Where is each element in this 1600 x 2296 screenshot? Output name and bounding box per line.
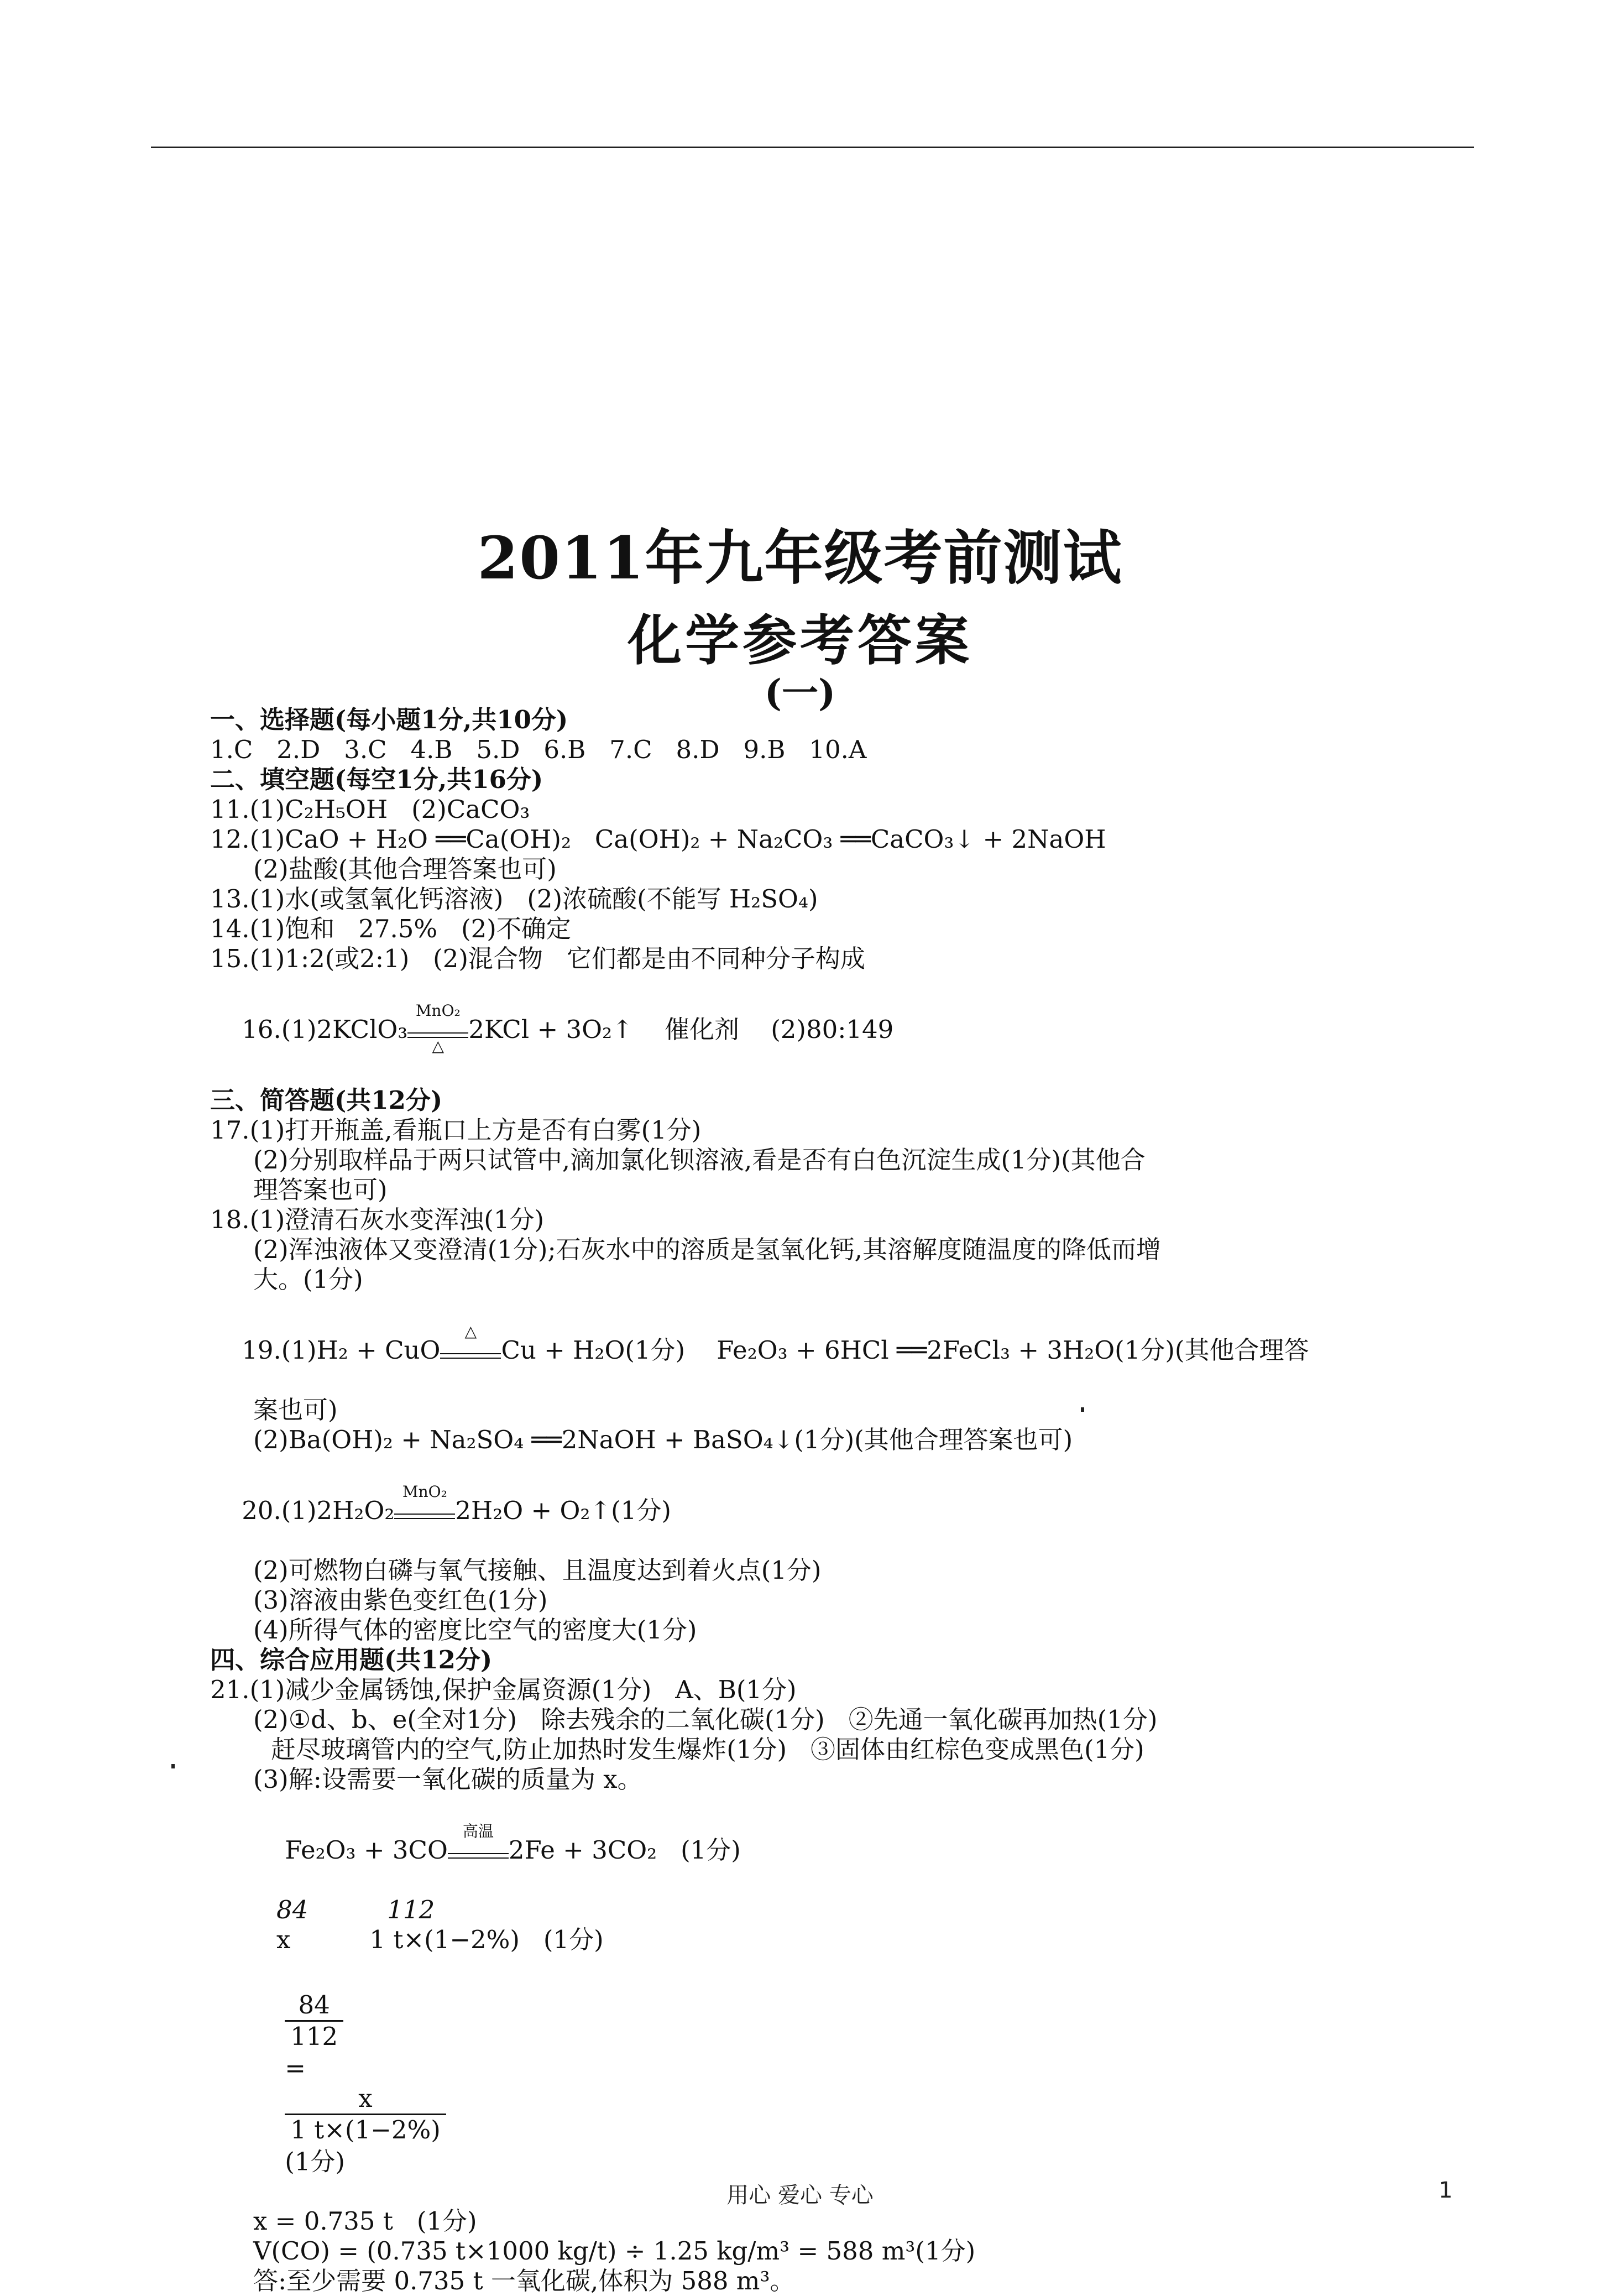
q19-line3: (2)Ba(OH)₂ + Na₂SO₄ ══2NaOH + BaSO₄↓(1分)(其他合理答案也可) <box>253 1425 1073 1454</box>
q21-eq-vars: x 1 t×(1−2%) (1分) <box>276 1925 604 1954</box>
q18-line2: (2)浑浊液体又变澄清(1分);石灰水中的溶质是氢氧化钙,其溶解度随温度的降低而增 <box>253 1235 1161 1264</box>
proportion-right <box>285 2084 446 2145</box>
proportion-right-num: x <box>285 2084 446 2115</box>
page-title: 2011年九年级考前测试 <box>477 523 1123 592</box>
q21-line3: 赶尽玻璃管内的空气,防止加热时发生爆炸(1分) ③固体由红棕色变成黑色(1分) <box>271 1735 1144 1764</box>
q15-answer: 15.(1)1:2(或2:1) (2)混合物 它们都是由不同种分子构成 <box>210 944 865 973</box>
q11-answer: 11.(1)C₂H₅OH (2)CaCO₃ <box>210 795 530 824</box>
q21-line1: 21.(1)减少金属锈蚀,保护金属资源(1分) A、B(1分) <box>210 1675 797 1704</box>
q20-catalyst-label: MnO₂ <box>402 1482 447 1501</box>
q16-condition <box>407 1001 468 1055</box>
q17-line2: (2)分别取样品于两只试管中,滴加氯化钡溶液,看是否有白色沉淀生成(1分)(其他合 <box>253 1145 1146 1175</box>
q20-line3: (3)溶液由紫色变红色(1分) <box>253 1585 548 1615</box>
answer-content <box>210 705 1316 2296</box>
q21-line2: (2)①d、b、e(全对1分) 除去残余的二氧化碳(1分) ②先通一氧化碳再加热(1分) <box>253 1705 1158 1734</box>
scan-speck <box>1081 1407 1084 1412</box>
part-label: (一) <box>764 671 836 714</box>
q21-eq-products: 2Fe + 3CO₂ (1分) <box>508 1835 741 1865</box>
q21-eq-condition <box>448 1822 509 1859</box>
q21-eq-condition-label: 高温 <box>462 1822 494 1840</box>
q20-products: 2H₂O + O₂↑(1分) <box>455 1496 671 1525</box>
proportion-left-num: 84 <box>285 1990 343 2022</box>
q16-answer <box>210 985 1316 1074</box>
q16-heat-label: △ <box>432 1036 445 1055</box>
page-number: 1 <box>1439 2178 1453 2203</box>
q19-condition <box>440 1322 501 1359</box>
q20-line2: (2)可燃物白磷与氧气接触、且温度达到着火点(1分) <box>253 1556 822 1585</box>
q21-volume: V(CO) = (0.735 t×1000 kg/t) ÷ 1.25 kg/m³ = 588 m³(1分) <box>253 2236 976 2266</box>
q12-answer-line1: 12.(1)CaO + H₂O ══Ca(OH)₂ Ca(OH)₂ + Na₂CO₃ ══CaCO₃↓ + 2NaOH <box>210 825 1106 854</box>
footer-motto: 用心 爱心 专心 <box>726 2183 874 2208</box>
q21-equation <box>210 1806 1316 1895</box>
q20-reactant: 20.(1)2H₂O₂ <box>242 1496 395 1525</box>
q17-line1: 17.(1)打开瓶盖,看瓶口上方是否有白雾(1分) <box>210 1115 702 1145</box>
section-heading-2: 二、填空题(每空1分,共16分) <box>210 765 543 794</box>
choice-answers: 1.C 2.D 3.C 4.B 5.D 6.B 7.C 8.D 9.B 10.A <box>210 735 867 764</box>
scan-speck <box>171 1764 175 1768</box>
section-heading-3: 三、简答题(共12分) <box>210 1086 443 1115</box>
q17-line3: 理答案也可) <box>253 1175 388 1204</box>
q16-products: 2KCl + 3O₂↑ 催化剂 (2)80:149 <box>468 1015 894 1044</box>
proportion-score: (1分) <box>285 2147 345 2176</box>
proportion-right-den: 1 t×(1−2%) <box>290 2115 441 2144</box>
q20-line4: (4)所得气体的密度比空气的密度大(1分) <box>253 1615 697 1645</box>
q21-line4: (3)解:设需要一氧化碳的质量为 x。 <box>253 1765 642 1794</box>
proportion-left <box>285 1990 343 2052</box>
q19-line2: 案也可) <box>253 1395 338 1424</box>
q20-condition <box>394 1482 455 1520</box>
q19-line1 <box>210 1306 1316 1395</box>
q21-x-value: x = 0.735 t (1分) <box>253 2206 477 2236</box>
q18-line1: 18.(1)澄清石灰水变浑浊(1分) <box>210 1205 545 1234</box>
q21-conclusion: 答:至少需要 0.735 t 一氧化碳,体积为 588 m³。 <box>253 2266 795 2295</box>
q21-eq-masses: 84 112 <box>276 1895 435 1924</box>
header-rule <box>151 147 1474 148</box>
q21-eq-reactants: Fe₂O₃ + 3CO <box>285 1835 448 1865</box>
section-heading-1: 一、选择题(每小题1分,共10分) <box>210 705 568 734</box>
q13-answer: 13.(1)水(或氢氧化钙溶液) (2)浓硫酸(不能写 H₂SO₄) <box>210 884 818 914</box>
proportion-left-den: 112 <box>290 2022 338 2051</box>
q16-catalyst-label: MnO₂ <box>415 1001 461 1020</box>
page-subtitle: 化学参考答案 <box>627 609 972 672</box>
section-heading-4: 四、综合应用题(共12分) <box>210 1645 493 1674</box>
q12-answer-line2: (2)盐酸(其他合理答案也可) <box>253 854 557 884</box>
q19-heat-label: △ <box>464 1322 477 1340</box>
q14-answer: 14.(1)饱和 27.5% (2)不确定 <box>210 914 571 943</box>
q21-proportion: $\frac{84}{112}$ = $\frac{x}{1 t\times(1-2\%)}$ (1分) <box>210 1960 1316 2206</box>
q18-line3: 大。(1分) <box>253 1265 363 1294</box>
q19-reactants: 19.(1)H₂ + CuO <box>242 1335 441 1365</box>
q20-line1 <box>210 1466 1316 1556</box>
q16-reactant: 16.(1)2KClO₃ <box>242 1015 408 1044</box>
q19-rest: Cu + H₂O(1分) Fe₂O₃ + 6HCl ══2FeCl₃ + 3H₂O(1分)(其他合理答 <box>501 1335 1309 1365</box>
